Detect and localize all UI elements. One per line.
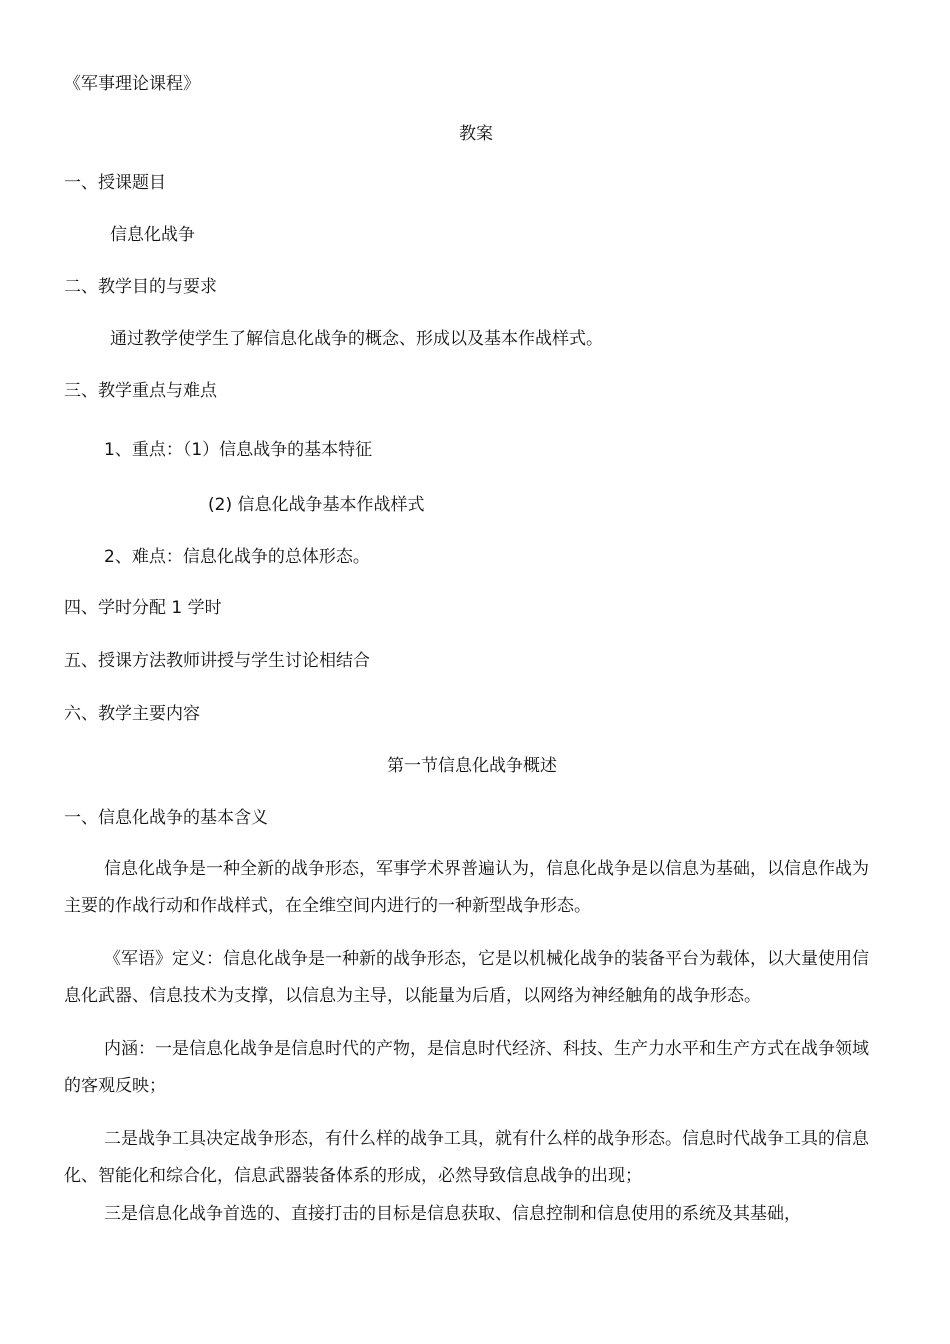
heading-key-points: 三、教学重点与难点: [64, 381, 217, 401]
heading-objectives: 二、教学目的与要求: [64, 277, 217, 297]
section-title: 第一节信息化战争概述: [387, 756, 557, 776]
paragraph: 三是信息化战争首选的、直接打击的目标是信息获取、信息控制和信息使用的系统及其基础，: [104, 1204, 801, 1224]
difficult-point: 2、难点：信息化战争的总体形态。: [104, 547, 370, 567]
paragraph: 《军语》定义：信息化战争是一种新的战争形态，它是以机械化战争的装备平台为载体，以大量使用信息化武器、信息技术为支撑，以信息为主导，以能量为后盾，以网络为神经触角的战争形态。: [64, 949, 869, 1006]
course-title: 《军事理论课程》: [64, 74, 200, 94]
document-title: 教案: [459, 124, 493, 144]
heading-hours: 四、学时分配 1 学时: [64, 598, 222, 618]
heading-content: 六、教学主要内容: [64, 704, 200, 724]
paragraph: 内涵：一是信息化战争是信息时代的产物，是信息时代经济、科技、生产力水平和生产方式在战争领域的客观反映；: [64, 1039, 869, 1096]
subheading-meaning: 一、信息化战争的基本含义: [64, 808, 268, 828]
topic-content: 信息化战争: [110, 225, 195, 245]
heading-topic: 一、授课题目: [64, 173, 166, 193]
heading-method: 五、授课方法教师讲授与学生讨论相结合: [64, 651, 370, 671]
paragraph: 二是战争工具决定战争形态，有什么样的战争工具，就有什么样的战争形态。信息时代战争工具的信息化、智能化和综合化，信息武器装备体系的形成，必然导致信息战争的出现；: [64, 1129, 869, 1186]
key-point-1: 1、重点：（1）信息战争的基本特征: [104, 440, 373, 460]
paragraph: 信息化战争是一种全新的战争形态，军事学术界普遍认为，信息化战争是以信息为基础，以信息作战为主要的作战行动和作战样式，在全维空间内进行的一种新型战争形态。: [64, 859, 869, 916]
key-point-1b: (2) 信息化战争基本作战样式: [208, 495, 425, 515]
objectives-content: 通过教学使学生了解信息化战争的概念、形成以及基本作战样式。: [110, 329, 603, 349]
